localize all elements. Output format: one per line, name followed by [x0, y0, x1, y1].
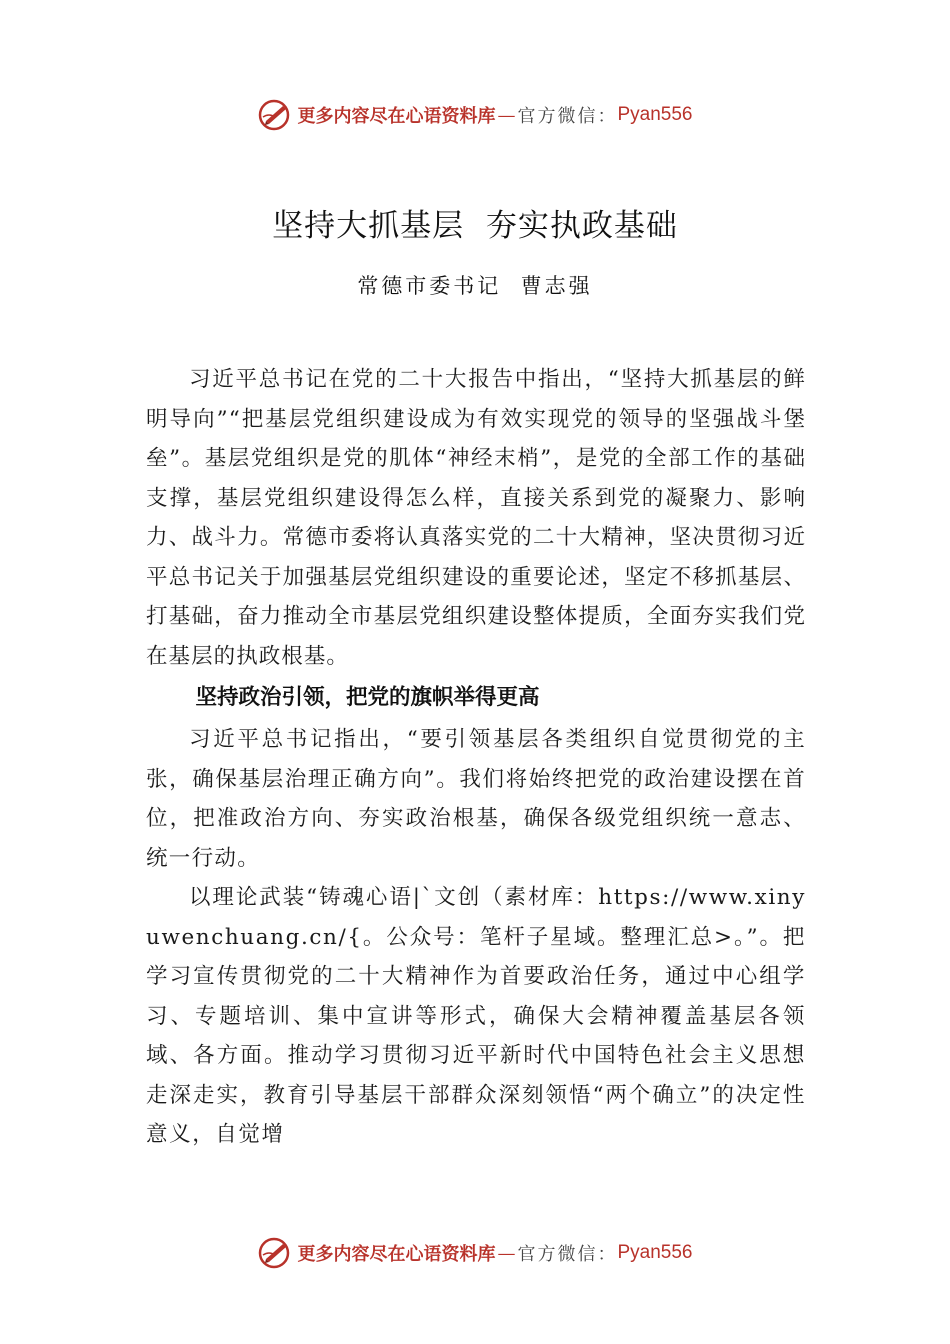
document-body — [146, 360, 806, 1155]
banner-main-text: 更多内容尽在心语资料库 — [297, 106, 496, 127]
document-author: 常德市委书记 曹志强 — [357, 274, 593, 298]
pen-book-logo-icon — [257, 97, 293, 133]
pen-book-logo-icon — [257, 1235, 293, 1271]
section-heading: 坚持政治引领，把党的旗帜举得更高 — [195, 685, 540, 710]
section-paragraph: 习近平总书记指出，“要引领基层各类组织自觉贯彻党的主张，确保基层治理正确方向”。我们将始终把党的政治建设摆在首位，把准政治方向、夯实政治根基，确保各级党组织统一意志、统一行动。 — [146, 727, 806, 871]
intro-paragraph: 习近平总书记在党的二十大报告中指出，“坚持大抓基层的鲜明导向”“把基层党组织建设成为有效实现党的领导的坚强战斗堡垒”。基层党组织是党的肌体“神经末梢”，是党的全部工作的基础支撑，基层党组织建设得怎么样，直接关系到党的凝聚力、影响力、战斗力。常德市委将认真落实党的二十大精神，坚决贯彻习近平总书记关于加强基层党组织建设的重要论述，坚定不移抓基层、打基础，奋力推动全市基层党组织建设整体提质，全面夯实我们党在基层的执政根基。 — [146, 367, 806, 669]
banner-wechat-label: 官方微信： — [517, 1244, 618, 1265]
footer-banner — [0, 1233, 950, 1273]
banner-wechat-label: 官方微信： — [517, 106, 618, 127]
banner-separator: — — [497, 104, 516, 126]
banner-separator: — — [497, 1242, 516, 1264]
header-banner — [0, 95, 950, 135]
banner-main-text: 更多内容尽在心语资料库 — [297, 1244, 496, 1265]
section-paragraph: 以理论武装“铸魂心语|`文创（素材库：https://www.xinyuwenchuang.cn/{。公众号：笔杆子星域。整理汇总>。”。把学习宣传贯彻党的二十大精神作为首要政治任务，通过中心组学习、专题培训、集中宣讲等形式，确保大会精神覆盖基层各领域、各方面。推动学习贯彻习近平新时代中国特色社会主义思想走深走实，教育引导基层干部群众深刻领悟“两个确立”的决定性意义，自觉增 — [146, 885, 806, 1147]
document-title: 坚持大抓基层 夯实执政基础 — [272, 208, 678, 244]
banner-wechat-id: Pyan556 — [617, 1242, 693, 1263]
banner-wechat-id: Pyan556 — [617, 104, 693, 125]
